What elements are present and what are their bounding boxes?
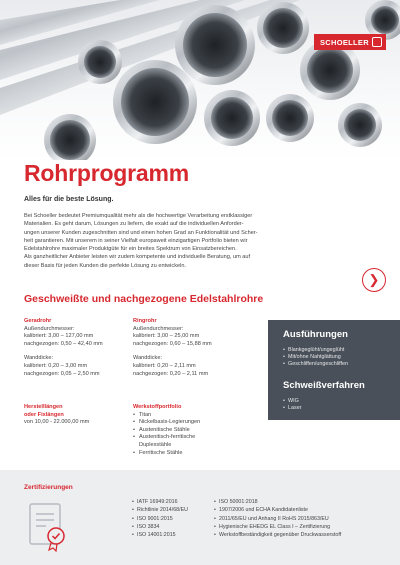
list-item: • Laser xyxy=(283,405,302,412)
list-item: • Geschliffen/ungeschliffen xyxy=(283,361,348,368)
info-box xyxy=(268,320,400,420)
od-drawn: nachgezogen: 0,50 – 42,40 mm xyxy=(24,340,103,347)
intro-line: Als ganzheitlicher Anbieter leisten wir zudem kompetente und individuelle Beratung, um auf xyxy=(24,254,251,261)
wall-drawn: nachgezogen: 0,20 – 2,11 mm xyxy=(133,370,209,377)
chevron-right-icon: ❯ xyxy=(368,272,380,287)
certifications-list-2 xyxy=(214,498,396,539)
intro-line: heit garantieren. Mit unserem in seiner Vielfalt europaweit einzigartigen Portfolio bieten wir xyxy=(24,237,248,244)
list-item: • Nickelbasis-Legierungen xyxy=(133,419,253,427)
lengths-value: von 10,00 - 22.000,00 mm xyxy=(24,419,90,426)
intro-line: dieser Basis für jeden Kunden die perfekte Lösung zu entwickeln. xyxy=(24,262,187,269)
item-text: Austenitisch-ferritische xyxy=(139,434,196,441)
geradrohr-block xyxy=(24,318,124,378)
certificate-icon xyxy=(26,502,72,552)
materials-block xyxy=(133,404,253,457)
logo-text: SCHOELLER xyxy=(320,37,369,47)
list-item: • Hygienische EHEDG EL Class I – Zertifizierung xyxy=(214,523,396,531)
od-calibrated: kalibriert: 3,00 – 25,00 mm xyxy=(133,333,200,340)
od-drawn: nachgezogen: 0,60 – 15,88 mm xyxy=(133,340,212,347)
od-calibrated: kalibriert: 3,00 – 127,00 mm xyxy=(24,333,94,340)
ausfuehrungen-list xyxy=(283,347,348,369)
list-item: • Austenitische Stähle xyxy=(133,427,253,435)
list-item xyxy=(133,434,253,449)
list-item: • Ferritische Stähle xyxy=(133,450,253,458)
schoeller-logo xyxy=(314,34,386,50)
intro-text xyxy=(24,212,324,270)
intro-line: ungen unserer Kunden zugeschnitten sind und einen hohen Grad an Funktionalität und Scher- xyxy=(24,229,258,236)
steel-tubes-illustration xyxy=(0,0,400,160)
list-item: • Werkstoffbeständigkeit gegenüber Druckwasserstoff xyxy=(214,531,396,539)
list-item: • 1907/2006 und ECHA Kandidatenliste xyxy=(214,506,396,514)
page-subtitle: Alles für die beste Lösung. xyxy=(24,196,114,203)
list-item: • ISO 50001:2018 xyxy=(214,498,396,506)
list-item: • WIG xyxy=(283,398,302,405)
page-title: Rohrprogramm xyxy=(24,160,190,186)
geradrohr-heading: Geradrohr xyxy=(24,318,52,324)
list-item: • 2011/65/EU und Anhang II RoHS 2015/863/EU xyxy=(214,515,396,523)
wall-label: Wanddicke: xyxy=(133,355,163,362)
list-item: • Richtlinie 2014/68/EU xyxy=(132,506,212,514)
list-item: • Blankgeglüht/ungeglüht xyxy=(283,347,348,354)
hero-image xyxy=(0,0,400,160)
certifications-footer xyxy=(0,470,400,565)
od-label: Außendurchmesser: xyxy=(133,325,184,332)
ringrohr-heading: Ringrohr xyxy=(133,318,157,324)
list-item: • ISO 3834 xyxy=(132,523,212,531)
lengths-heading: Herstelllängen xyxy=(24,404,63,410)
od-label: Außendurchmesser: xyxy=(24,325,75,332)
logo-mark-icon xyxy=(372,37,382,47)
materials-list xyxy=(133,412,253,458)
section-heading: Geschweißte und nachgezogene Edelstahlrohre xyxy=(24,293,264,305)
schweissverfahren-heading: Schweißverfahren xyxy=(283,380,365,391)
certifications-heading: Zertifizierungen xyxy=(24,484,73,491)
wall-label: Wanddicke: xyxy=(24,355,54,362)
schweissverfahren-list xyxy=(283,398,302,412)
list-item: • ISO 9001:2015 xyxy=(132,515,212,523)
list-item: • Mit/ohne Nahtglättung xyxy=(283,354,348,361)
next-arrow-button[interactable] xyxy=(362,268,386,292)
item-text-line2: Duplexstähle xyxy=(139,441,172,448)
intro-line: Edelstahlrohre maximaler Produktgüte für ein breites Spektrum von Einsatzbereichen. xyxy=(24,246,237,253)
wall-drawn: nachgezogen: 0,05 – 2,50 mm xyxy=(24,370,100,377)
wall-calibrated: kalibriert: 0,20 – 3,00 mm xyxy=(24,362,88,369)
list-item: • ISO 14001:2015 xyxy=(132,531,212,539)
list-item: • IATF 16949:2016 xyxy=(132,498,212,506)
ausfuehrungen-heading: Ausführungen xyxy=(283,329,348,340)
intro-line: Bei Schoeller bedeutet Premiumqualität mehr als die hochwertige Verarbeitung erstklassiger xyxy=(24,213,253,219)
certifications-list-1 xyxy=(132,498,212,539)
intro-line: Materialien. Es geht darum, Lösungen zu liefern, die exakt auf die individuellen Anforder- xyxy=(24,221,244,228)
materials-heading: Werkstoffportfolio xyxy=(133,404,182,410)
lengths-heading-line2: oder Fixlängen xyxy=(24,411,64,418)
wall-calibrated: kalibriert: 0,20 – 2,11 mm xyxy=(133,362,196,369)
list-item: • Titan xyxy=(133,412,253,420)
ringrohr-block xyxy=(133,318,243,378)
lengths-block xyxy=(24,404,124,427)
